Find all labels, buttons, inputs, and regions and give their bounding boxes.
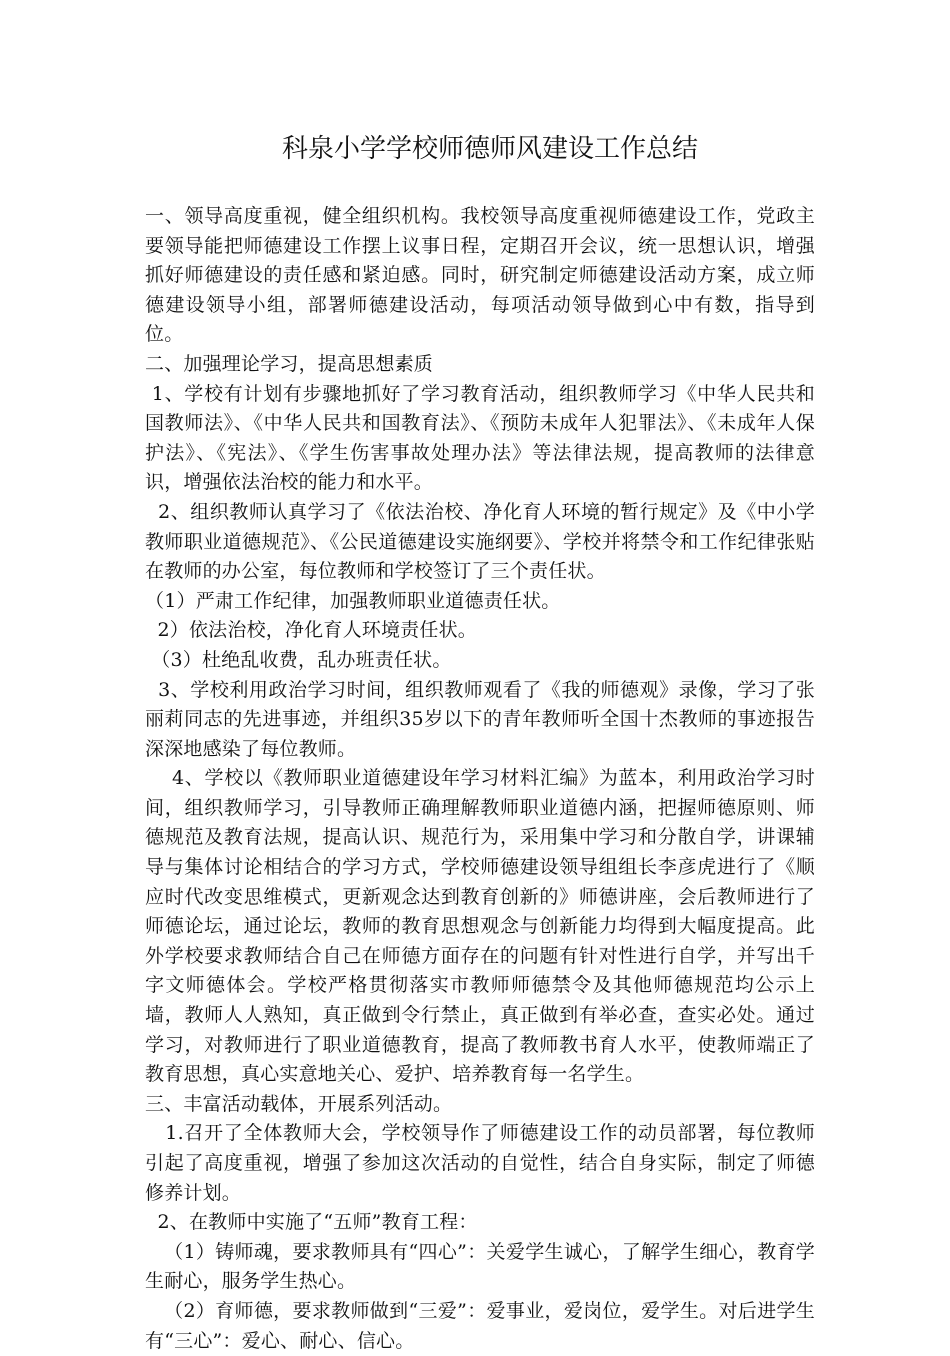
heading-activities: 三、丰富活动载体，开展系列活动。 [145, 1092, 453, 1115]
paragraph-leadership: 一、领导高度重视，健全组织机构。我校领导高度重视师德建设工作，党政主要领导能把师德建设工作摆上议事日程，定期召开会议，统一思想认识，增强抓好师德建设的责任感和紧迫感。同时，研究制定师德建设活动方案，成立师德建设领导小组，部署师德建设活动，每项活动领导做到心中有数，指导到位。 [145, 205, 815, 346]
list-item-responsibility-1: （1）严肃工作纪律，加强教师职业道德责任状。 [145, 589, 561, 612]
list-item-responsibility-2: 2）依法治校，净化育人环境责任状。 [145, 619, 477, 642]
list-item-teacher-virtue: （2）育师德，要求教师做到“三爱”：爱事业，爱岗位，爱学生。对后进学生有“三心”：爱心、耐心、信心。 [145, 1299, 815, 1352]
paragraph-law-study: 1、学校有计划有步骤地抓好了学习教育活动，组织教师学习《中华人民共和国教师法》、《中华人民共和国教育法》、《预防未成年人犯罪法》、《未成年人保护法》、《宪法》、《学生伤害事故处理办法》等法律法规，提高教师的法律意识，增强依法治校的能力和水平。 [145, 382, 815, 494]
paragraph-ethics-materials: 4、学校以《教师职业道德建设年学习材料汇编》为蓝本，利用政治学习时间，组织教师学习，引导教师正确理解教师职业道德内涵，把握师德原则、师德规范及教育法规，提高认识、规范行为，采用集中学习和分散自学，讲课辅导与集体讨论相结合的学习方式，学校师德建设领导组组长李彦虎进行了《顺应时代改变思维模式，更新观念达到教育创新的》师德讲座，会后教师进行了师德论坛，通过论坛，教师的教育思想观念与创新能力均得到大幅度提高。此外学校要求教师结合自己在师德方面存在的问题有针对性进行自学，并写出千字文师德体会。学校严格贯彻落实市教师师德禁令及其他师德规范均公示上墙，教师人人熟知，真正做到令行禁止，真正做到有举必查，查实必处。通过学习，对教师进行了职业道德教育，提高了教师教书育人水平，使教师端正了教育思想，真心实意地关心、爱护、培养教育每一名学生。 [145, 767, 815, 1086]
document-title: 科泉小学学校师德师风建设工作总结 [281, 134, 698, 164]
paragraph-staff-meeting: 1.召开了全体教师大会，学校领导作了师德建设工作的动员部署，每位教师引起了高度重视，增强了参加这次活动的自觉性，结合自身实际，制定了师德修养计划。 [145, 1122, 815, 1204]
heading-theory-study: 二、加强理论学习，提高思想素质 [145, 352, 434, 375]
paragraph-five-teacher-project: 2、在教师中实施了“五师”教育工程： [145, 1211, 478, 1234]
list-item-teacher-soul: （1）铸师魂，要求教师具有“四心”：关爱学生诚心，了解学生细心，教育学生耐心，服务学生热心。 [145, 1240, 815, 1293]
paragraph-political-study: 3、学校利用政治学习时间，组织教师观看了《我的师德观》录像，学习了张丽莉同志的先进事迹，并组织35岁以下的青年教师听全国十杰教师的事迹报告深深地感染了每位教师。 [145, 678, 816, 760]
document-body [145, 202, 815, 1356]
paragraph-regulations: 2、组织教师认真学习了《依法治校、净化育人环境的暂行规定》及《中小学教师职业道德规范》、《公民道德建设实施纲要》、学校并将禁令和工作纪律张贴在教师的办公室，每位教师和学校签订了三个责任状。 [145, 500, 816, 583]
list-item-responsibility-3: （3）杜绝乱收费，乱办班责任状。 [145, 648, 452, 671]
